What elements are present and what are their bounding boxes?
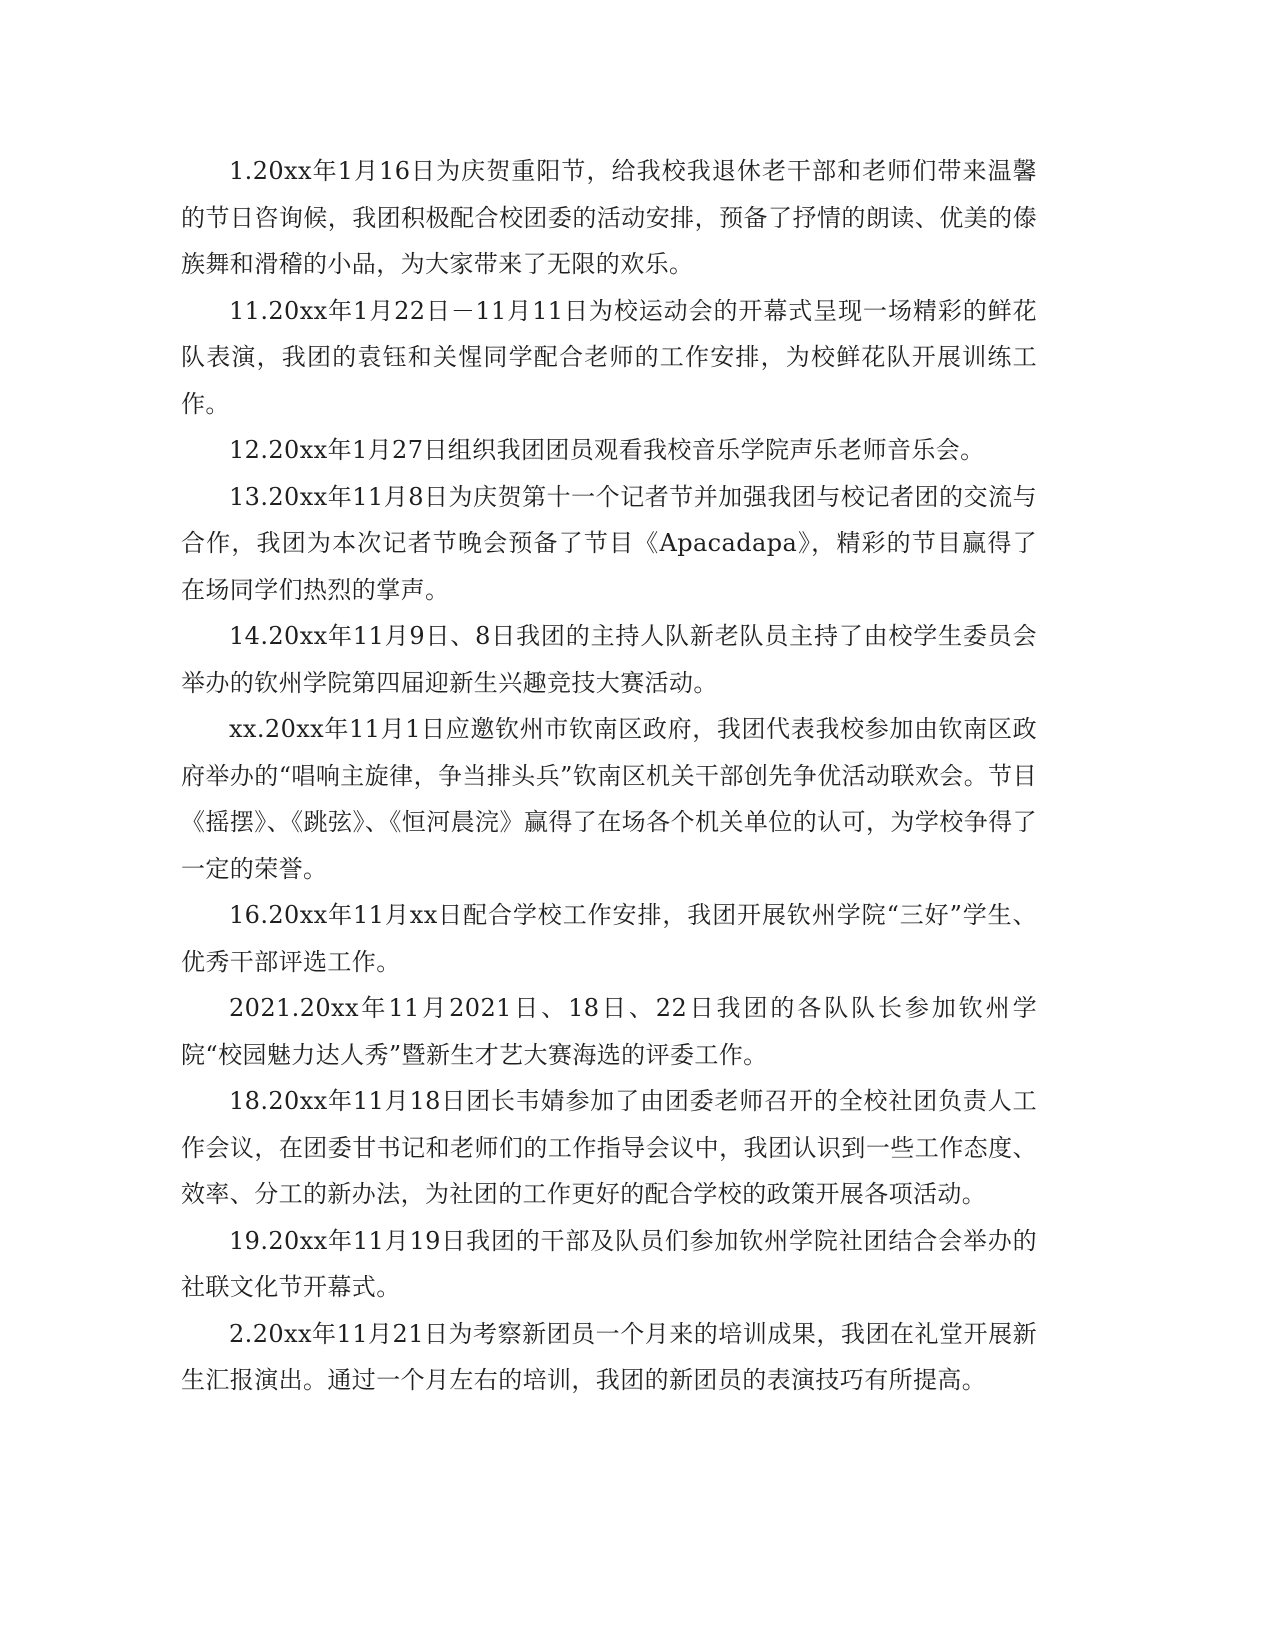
paragraph-item: 16.20xx年11月xx日配合学校工作安排，我团开展钦州学院“三好”学生、优秀干部评选工作。 [181,901,1037,976]
paragraph-item: 11.20xx年1月22日－11月11日为校运动会的开幕式呈现一场精彩的鲜花队表演，我团的袁钰和关惺同学配合老师的工作安排，为校鲜花队开展训练工作。 [181,296,1037,418]
paragraph-item: 2021.20xx年11月2021日、18日、22日我团的各队队长参加钦州学院“校园魅力达人秀”暨新生才艺大赛海选的评委工作。 [181,994,1037,1069]
paragraph-item: xx.20xx年11月1日应邀钦州市钦南区政府，我团代表我校参加由钦南区政府举办的“唱响主旋律，争当排头兵”钦南区机关干部创先争优活动联欢会。节目《摇摆》、《跳弦》、《恒河晨浣》赢得了在场各个机关单位的认可，为学校争得了一定的荣誉。 [181,715,1037,883]
document-body [181,148,1037,1404]
paragraph-item: 2.20xx年11月21日为考察新团员一个月来的培训成果，我团在礼堂开展新生汇报演出。通过一个月左右的培训，我团的新团员的表演技巧有所提高。 [181,1319,1037,1394]
paragraph-item: 13.20xx年11月8日为庆贺第十一个记者节并加强我团与校记者团的交流与合作，我团为本次记者节晚会预备了节目《Apacadapa》，精彩的节目赢得了在场同学们热烈的掌声。 [181,482,1037,604]
paragraph-item: 1.20xx年1月16日为庆贺重阳节，给我校我退休老干部和老师们带来温馨的节日咨询候，我团积极配合校团委的活动安排，预备了抒情的朗读、优美的傣族舞和滑稽的小品，为大家带来了无限的欢乐。 [181,157,1037,278]
paragraph-item: 14.20xx年11月9日、8日我团的主持人队新老队员主持了由校学生委员会举办的钦州学院第四届迎新生兴趣竞技大赛活动。 [181,622,1037,697]
paragraph-item: 19.20xx年11月19日我团的干部及队员们参加钦州学院社团结合会举办的社联文化节开幕式。 [181,1226,1037,1301]
paragraph-item: 18.20xx年11月18日团长韦婧参加了由团委老师召开的全校社团负责人工作会议，在团委甘书记和老师们的工作指导会议中，我团认识到一些工作态度、效率、分工的新办法，为社团的工作更好的配合学校的政策开展各项活动。 [181,1087,1037,1208]
paragraph-item: 12.20xx年1月27日组织我团团员观看我校音乐学院声乐老师音乐会。 [229,436,985,464]
